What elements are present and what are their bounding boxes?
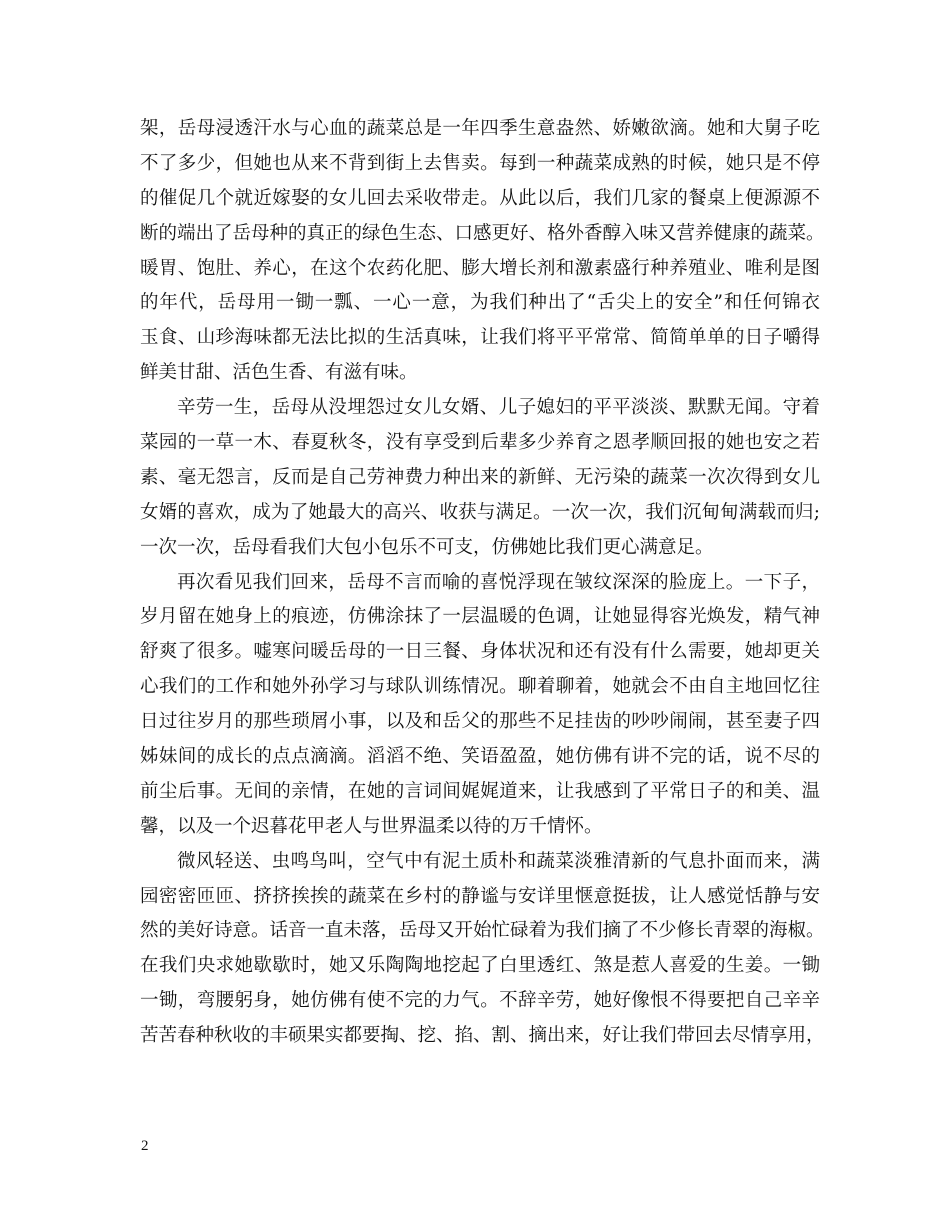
text-line: 辛劳一生，岳母从没埋怨过女儿女婿、儿子媳妇的平平淡淡、默默无闻。守着 — [177, 397, 820, 419]
text-line: 姊妹间的成长的点点滴滴。滔滔不绝、笑语盈盈，她仿佛有讲不完的话，说不尽的 — [140, 746, 820, 768]
text-line: 前尘后事。无间的亲情，在她的言词间娓娓道来，让我感到了平常日子的和美、温 — [140, 780, 820, 802]
text-line: 架，岳母浸透汗水与心血的蔬菜总是一年四季生意盎然、娇嫩欲滴。她和大舅子吃 — [140, 118, 820, 139]
text-line: 的年代，岳母用一锄一瓢、一心一意，为我们种出了“舌尖上的安全”和任何锦衣 — [140, 292, 820, 314]
text-line: 再次看见我们回来，岳母不言而喻的喜悦浮现在皱纹深深的脸庞上。一下子， — [177, 571, 820, 593]
text-line: 心我们的工作和她外孙学习与球队训练情况。聊着聊着，她就会不由自主地回忆往 — [140, 676, 820, 698]
text-line: 女婿的喜欢，成为了她最大的高兴、收获与满足。一次一次，我们沉甸甸满载而归; — [140, 501, 820, 523]
text-line: 断的端出了岳母种的真正的绿色生态、口感更好、格外香醇入味又营养健康的蔬菜。 — [140, 222, 825, 244]
text-line: 不了多少，但她也从来不背到街上去售卖。每到一种蔬菜成熟的时候，她只是不停 — [140, 152, 820, 174]
text-line: 舒爽了很多。嘘寒问暖岳母的一日三餐、身体状况和还有没有什么需要，她却更关 — [140, 641, 820, 663]
text-line: 苦苦春种秋收的丰硕果实都要掏、挖、掐、割、摘出来，好让我们带回去尽情享用， — [140, 1025, 825, 1047]
text-line: 园密密匝匝、挤挤挨挨的蔬菜在乡村的静谧与安详里惬意挺拔，让人感觉恬静与安 — [140, 885, 820, 907]
text-line: 然的美好诗意。话音一直未落，岳母又开始忙碌着为我们摘了不少修长青翠的海椒。 — [140, 920, 825, 942]
text-line: 岁月留在她身上的痕迹，仿佛涂抹了一层温暖的色调，让她显得容光焕发，精气神 — [140, 606, 820, 628]
text-line: 鲜美甘甜、活色生香、有滋有味。 — [140, 362, 418, 384]
text-line: 玉食、山珍海味都无法比拟的生活真味，让我们将平平常常、简简单单的日子嚼得 — [140, 327, 820, 349]
text-line: 微风轻送、虫鸣鸟叫，空气中有泥土质朴和蔬菜淡雅清新的气息扑面而来，满 — [177, 850, 820, 872]
body-text — [140, 112, 825, 1054]
text-line: 日过往岁月的那些琐屑小事，以及和岳父的那些不足挂齿的吵吵闹闹，甚至妻子四 — [140, 711, 820, 733]
text-line: 在我们央求她歇歇时，她又乐陶陶地挖起了白里透红、煞是惹人喜爱的生姜。一锄 — [140, 955, 820, 977]
text-line: 素、毫无怨言，反而是自己劳神费力种出来的新鲜、无污染的蔬菜一次次得到女儿 — [140, 466, 820, 488]
text-line: 一次一次，岳母看我们大包小包乐不可支，仿佛她比我们更心满意足。 — [140, 536, 714, 558]
text-line: 一锄，弯腰躬身，她仿佛有使不完的力气。不辞辛劳，她好像恨不得要把自己辛辛 — [140, 990, 820, 1012]
text-line: 菜园的一草一木、春夏秋冬，没有享受到后辈多少养育之恩孝顺回报的她也安之若 — [140, 432, 820, 454]
text-line: 暖胃、饱肚、养心，在这个农药化肥、膨大增长剂和激素盛行种养殖业、唯利是图 — [140, 257, 820, 279]
page-number: 2 — [141, 1138, 149, 1154]
text-line: 馨，以及一个迟暮花甲老人与世界温柔以待的万千情怀。 — [140, 815, 603, 837]
text-line: 的催促几个就近嫁娶的女儿回去采收带走。从此以后，我们几家的餐桌上便源源不 — [140, 187, 820, 209]
